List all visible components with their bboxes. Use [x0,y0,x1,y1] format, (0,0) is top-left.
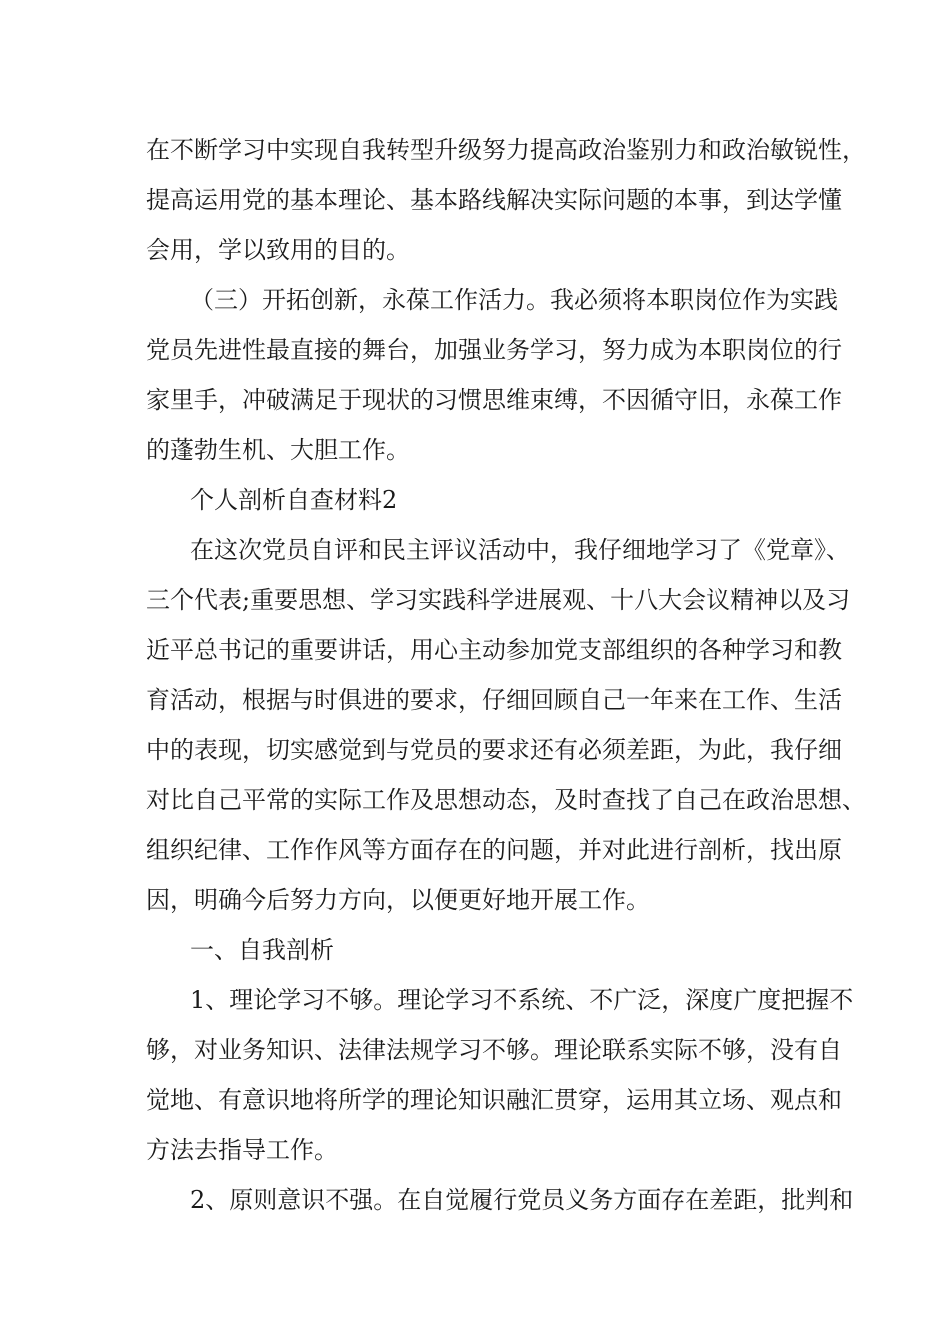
text-line: 家里手，冲破满足于现状的习惯思维束缚，不因循守旧，永葆工作 [146,386,842,414]
document-subtitle: 个人剖析自查材料2 [190,486,398,514]
text-line: 2、原则意识不强。在自觉履行党员义务方面存在差距，批判和 [190,1186,854,1214]
text-line: 1、理论学习不够。理论学习不系统、不广泛，深度广度把握不 [190,986,854,1014]
text-line: 会用，学以致用的目的。 [146,236,410,264]
text-line: 在这次党员自评和民主评议活动中，我仔细地学习了《党章》、 [190,536,850,564]
text-line: 组织纪律、工作作风等方面存在的问题，并对此进行剖析，找出原 [146,836,842,864]
text-line: 觉地、有意识地将所学的理论知识融汇贯穿，运用其立场、观点和 [146,1086,842,1114]
text-line: 近平总书记的重要讲话，用心主动参加党支部组织的各种学习和教 [146,636,842,664]
section-heading-line: （三）开拓创新，永葆工作活力。我必须将本职岗位作为实践 [190,286,838,314]
text-line: 党员先进性最直接的舞台，加强业务学习，努力成为本职岗位的行 [146,336,842,364]
text-line: 育活动，根据与时俱进的要求，仔细回顾自己一年来在工作、生活 [146,686,842,714]
text-line: 提高运用党的基本理论、基本路线解决实际问题的本事，到达学懂 [146,186,842,214]
text-line: 在不断学习中实现自我转型升级努力提高政治鉴别力和政治敏锐性， [146,136,866,164]
text-line: 方法去指导工作。 [146,1136,338,1164]
section-heading: 一、自我剖析 [190,936,334,964]
text-line: 够，对业务知识、法律法规学习不够。理论联系实际不够，没有自 [146,1036,842,1064]
text-line: 的蓬勃生机、大胆工作。 [146,436,410,464]
text-line: 中的表现，切实感觉到与党员的要求还有必须差距，为此，我仔细 [146,736,842,764]
text-line: 因，明确今后努力方向，以便更好地开展工作。 [146,886,650,914]
text-line: 三个代表;重要思想、学习实践科学进展观、十八大会议精神以及习 [146,586,851,614]
text-line: 对比自己平常的实际工作及思想动态，及时查找了自己在政治思想、 [146,786,866,814]
